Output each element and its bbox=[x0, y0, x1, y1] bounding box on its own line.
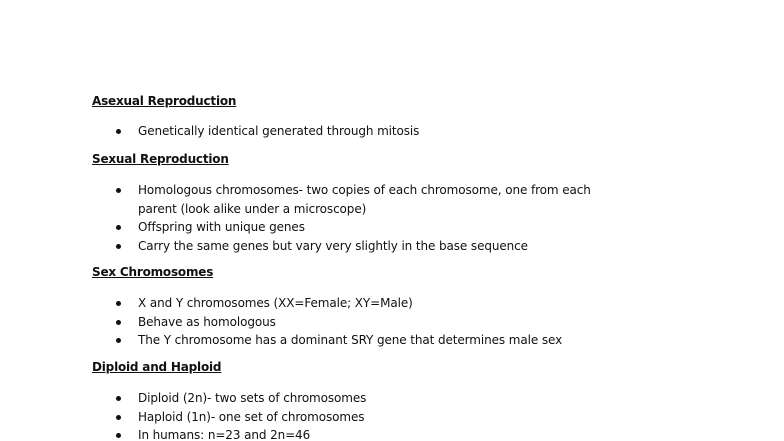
list-item-text: Diploid (2n)- two sets of chromosomes bbox=[138, 391, 367, 405]
bullet-icon bbox=[116, 301, 121, 306]
bullet-list bbox=[92, 122, 752, 141]
list-item bbox=[92, 294, 752, 313]
bullet-icon bbox=[116, 320, 121, 325]
section-heading: Diploid and Haploid bbox=[92, 360, 222, 374]
list-item-text: In humans: n=23 and 2n=46 bbox=[138, 428, 311, 441]
list-item-text: X and Y chromosomes (XX=Female; XY=Male) bbox=[138, 296, 413, 310]
list-item bbox=[92, 389, 752, 408]
section-heading: Asexual Reproduction bbox=[92, 94, 237, 108]
section-heading: Sexual Reproduction bbox=[92, 152, 229, 166]
section-asexual-reproduction bbox=[92, 94, 752, 141]
bullet-icon bbox=[116, 415, 121, 420]
list-item-text: Haploid (1n)- one set of chromosomes bbox=[138, 409, 365, 424]
bullet-icon bbox=[116, 188, 121, 193]
bullet-icon bbox=[116, 396, 121, 401]
bullet-icon bbox=[116, 433, 121, 438]
list-item bbox=[92, 313, 752, 332]
list-item-text: Genetically identical generated through mitosis bbox=[138, 124, 420, 138]
list-item-text: Offspring with unique genes bbox=[138, 220, 305, 234]
list-item bbox=[92, 218, 752, 237]
list-item bbox=[92, 331, 752, 350]
list-item bbox=[92, 122, 752, 141]
bullet-list bbox=[92, 389, 752, 441]
section-sexual-reproduction bbox=[92, 152, 752, 255]
bullet-icon bbox=[116, 338, 121, 343]
list-item-text: The Y chromosome has a dominant SRY gene that determines male sex bbox=[138, 333, 563, 347]
list-item bbox=[92, 181, 752, 218]
list-item bbox=[92, 408, 752, 427]
section-sex-chromosomes bbox=[92, 265, 752, 350]
bullet-icon bbox=[116, 244, 121, 249]
list-item bbox=[92, 426, 752, 441]
list-item-text: Carry the same genes but vary very slightly in the base sequence bbox=[138, 238, 528, 253]
bullet-icon bbox=[116, 129, 121, 134]
bullet-icon bbox=[116, 225, 121, 230]
bullet-list bbox=[92, 294, 752, 350]
list-item bbox=[92, 237, 752, 256]
section-diploid-haploid bbox=[92, 360, 752, 441]
list-item-text: Homologous chromosomes- two copies of each chromosome, one from each parent (look alike under a microscope) bbox=[138, 183, 591, 216]
bullet-list bbox=[92, 181, 752, 255]
list-item-text: Behave as homologous bbox=[138, 314, 276, 329]
section-heading: Sex Chromosomes bbox=[92, 265, 214, 279]
